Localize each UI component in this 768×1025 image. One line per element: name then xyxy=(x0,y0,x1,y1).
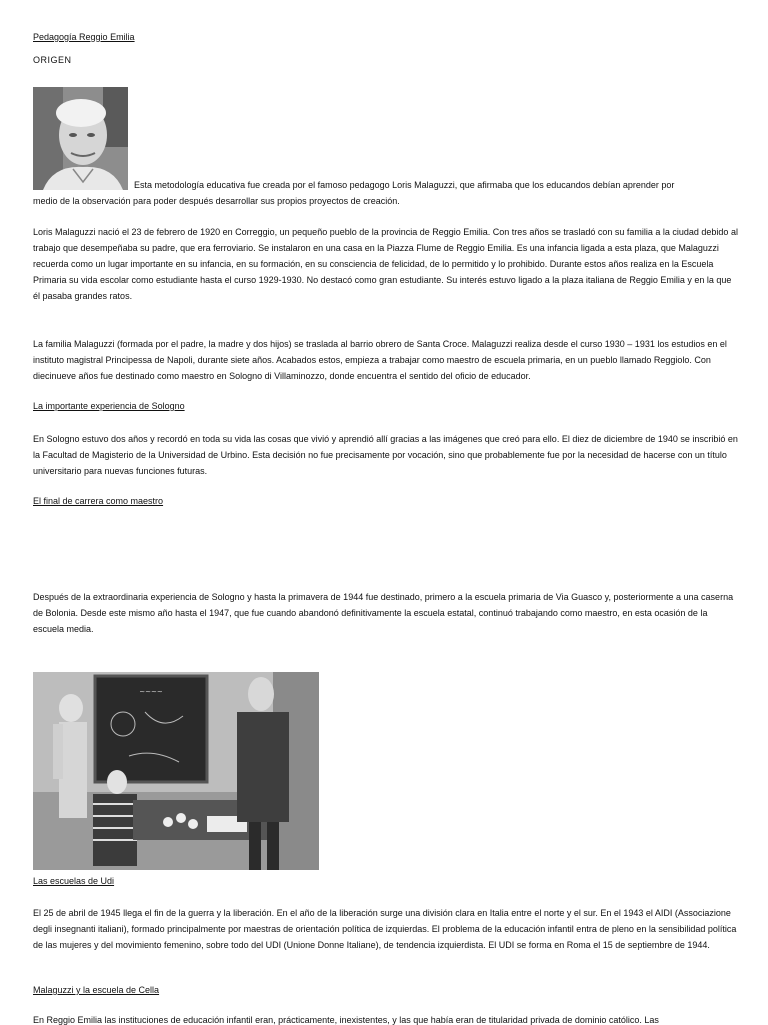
heading-sologno: La importante experiencia de Sologno xyxy=(33,401,185,411)
paragraph-birth: Loris Malaguzzi nació el 23 de febrero de 1920 en Correggio, un pequeño pueblo de la provincia de Reggio Emilia. Con tres años se trasladó con su familia a la ciudad debido al trabajo que desempeñaba su padre, que era ferroviario. Se instalaron en una casa en la Piazza Flume de Reggio Emilia. Es una infancia ligada a esta plaza, que Malaguzzi recuerda como un lugar importante en su infancia, en su formación, en su consciencia de felicidad, de lo permitido y lo prohibido. Durante estos años realiza en la Escuela Primaria su vida escolar como estudiante hasta el curso 1929-1930. No destacó como gran estudiante. Su interés estuvo ligado a la plaza italiana de Reggio Emilia y en la que él pasaba grandes ratos. xyxy=(33,227,738,301)
classroom-illustration xyxy=(33,672,319,870)
portrait-photo xyxy=(33,87,128,190)
document-title: Pedagogía Reggio Emilia xyxy=(33,32,135,42)
intro-text-line2: medio de la observación para poder después desarrollar sus propios proyectos de creación. xyxy=(33,196,400,206)
portrait-illustration xyxy=(33,87,128,190)
paragraph-family: La familia Malaguzzi (formada por el padre, la madre y dos hijos) se traslada al barrio obrero de Santa Croce. Malaguzzi realiza desde el curso 1930 – 1931 los estudios en el instituto magistral Principessa de Napoli, durante siete años. Acabados estos, empieza a trabajar como maestro de escuela primaria, en un pueblo llamado Reggiolo. Con diecinueve años fue destinado como maestro en Sologno di Villaminozzo, donde encuentra el sentido del oficio de educador. xyxy=(33,339,727,381)
paragraph-sologno: En Sologno estuvo dos años y recordó en toda su vida las cosas que vivió y aprendió allí gracias a las imágenes que creó para ello. El diez de diciembre de 1940 se inscribió en la Facultad de Magisterio de la Universidad de Urbino. Esta decisión no fue precisamente por vocación, sino que probablemente fue por la necesidad de hacerse con un título universitario para nuevas funciones futuras. xyxy=(33,434,738,476)
paragraph-cella-partial: En Reggio Emilia las instituciones de educación infantil eran, prácticamente, inexistentes, y las que había eran de titularidad privada de dominio católico. Las xyxy=(33,1015,659,1025)
paragraph-udi: El 25 de abril de 1945 llega el fin de la guerra y la liberación. En el año de la liberación surge una división clara en Italia entre el norte y el sur. En el 1943 el AIDI (Associazione degli insegnanti italiani), formado principalmente por maestras de orientación política de izquierdas. El problema de la educación infantil entra de pleno en la sensibilidad política de las mujeres y del movimiento femenino, sobre todo del UDI (Unione Donne Italiane), de tendencia izquierdista. El UDI se forma en Roma el 15 de septiembre de 1944. xyxy=(33,908,737,950)
svg-text:~~~~: ~~~~ xyxy=(139,688,163,696)
heading-escuela-cella: Malaguzzi y la escuela de Cella xyxy=(33,985,160,995)
heading-final-carrera: El final de carrera como maestro xyxy=(33,496,164,506)
intro-text-line1: Esta metodología educativa fue creada por el famoso pedagogo Loris Malaguzzi, que afirmaba que los educandos debían aprender por xyxy=(134,180,675,190)
paragraph-final-carrera: Después de la extraordinaria experiencia de Sologno y hasta la primavera de 1944 fue destinado, primero a la escuela primaria de Via Guasco y, posteriormente a una caserna de Bolonia. Desde este mismo año hasta el 1947, que fue cuando abandonó definitivamente la escuela estatal, continuó trabajando como maestro, en esta ocasión de la escuela media. xyxy=(33,592,734,634)
heading-escuelas-udi: Las escuelas de Udi xyxy=(33,876,115,886)
classroom-photo xyxy=(33,672,319,870)
origin-heading: ORIGEN xyxy=(33,55,72,65)
